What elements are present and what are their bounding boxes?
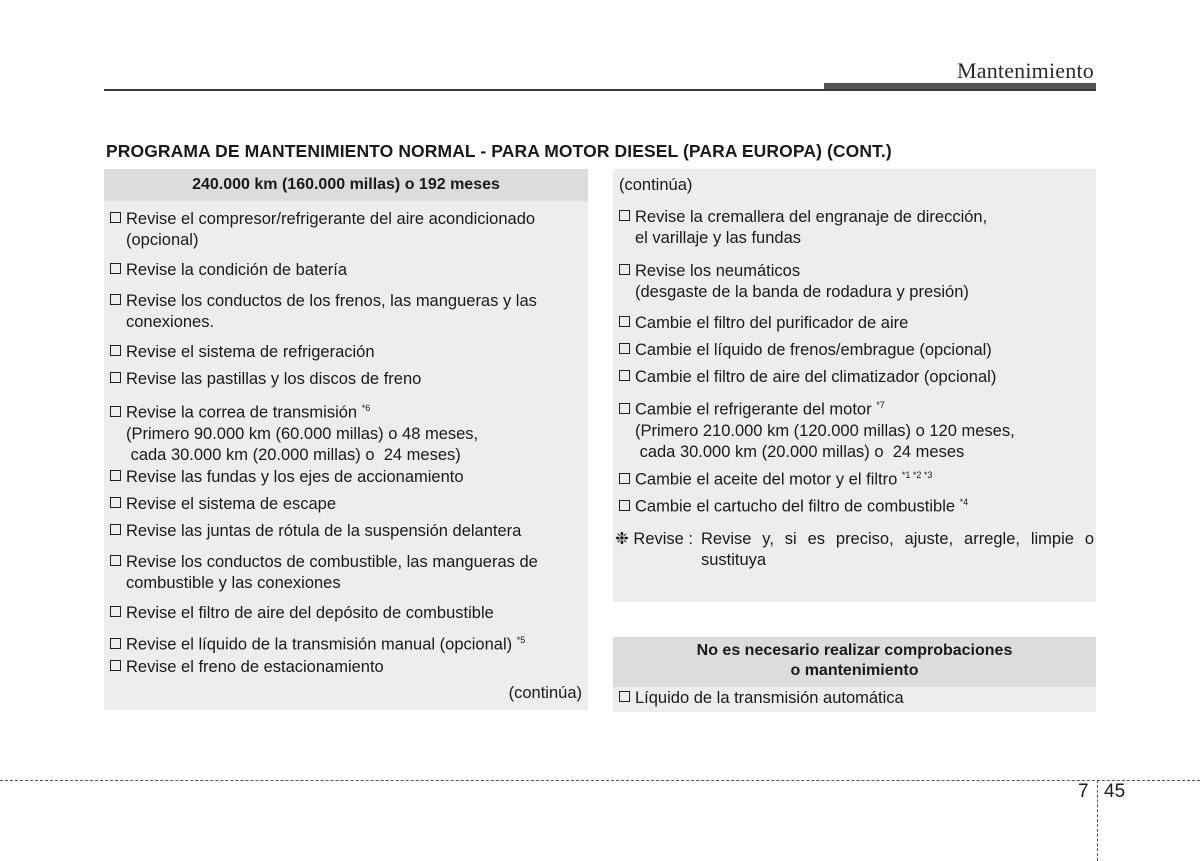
item-text: Revise el filtro de aire del depósito de combustible xyxy=(126,604,494,622)
item-text: Revise la cremallera del engranaje de dirección, xyxy=(635,208,988,226)
no-check-table xyxy=(613,637,1096,712)
note-label: ❉ Revise : xyxy=(615,530,694,548)
item-text: Cambie el aceite del motor y el filtro xyxy=(635,470,898,489)
list-item xyxy=(110,398,478,466)
list-item xyxy=(619,465,932,491)
checkbox-icon xyxy=(619,473,630,484)
footnote-ref: *5 xyxy=(516,635,526,645)
checkbox-icon xyxy=(110,263,121,274)
item-text: Revise la correa de transmisión xyxy=(126,403,358,422)
page-title: PROGRAMA DE MANTENIMIENTO NORMAL - PARA MOTOR DIESEL (PARA EUROPA) (CONT.) xyxy=(106,141,892,161)
list-item xyxy=(110,630,525,656)
left-maintenance-table xyxy=(104,169,588,710)
list-item xyxy=(110,552,538,594)
checkbox-icon xyxy=(110,294,121,305)
list-item xyxy=(110,260,347,281)
item-text: Revise la condición de batería xyxy=(126,261,348,279)
checkbox-icon xyxy=(619,343,630,354)
list-item xyxy=(110,521,521,542)
item-text: Cambie el filtro de aire del climatizador (opcional) xyxy=(635,368,997,386)
list-item xyxy=(619,313,908,334)
right-maintenance-table xyxy=(613,169,1096,602)
item-text: Revise el freno de estacionamiento xyxy=(126,658,384,676)
section-title: Mantenimiento xyxy=(956,58,1094,83)
checkbox-icon xyxy=(619,370,630,381)
item-text-cont: el varillaje y las fundas xyxy=(635,229,801,247)
footnote-ref: *4 xyxy=(959,497,969,507)
list-item xyxy=(110,603,494,624)
item-text: Revise el líquido de la transmisión manual (opcional) xyxy=(126,635,513,654)
list-item xyxy=(619,340,992,361)
checkbox-icon xyxy=(110,497,121,508)
list-item xyxy=(619,367,996,388)
item-text-cont: conexiones. xyxy=(126,313,215,331)
left-table-header: 240.000 km (160.000 millas) o 192 meses xyxy=(104,169,588,201)
checkbox-icon xyxy=(619,264,630,275)
item-text: Revise los conductos de los frenos, las mangueras y las xyxy=(126,292,537,310)
item-text-cont: (Primero 210.000 km (120.000 millas) o 120 meses, xyxy=(635,421,1015,440)
item-text: Revise el sistema de refrigeración xyxy=(126,343,375,361)
no-check-header-line1: No es necesario realizar comprobaciones xyxy=(696,642,1013,659)
list-item xyxy=(110,467,464,488)
footnote-ref: *7 xyxy=(876,400,885,410)
list-item xyxy=(110,209,535,251)
list-item xyxy=(110,494,336,515)
list-item xyxy=(619,395,1015,463)
item-text-cont: combustible y las conexiones xyxy=(126,574,341,592)
list-item xyxy=(619,688,904,709)
checkbox-icon xyxy=(110,638,121,649)
chapter-number: 7 xyxy=(1078,781,1089,802)
item-text-cont: cada 30.000 km (20.000 millas) o 24 meses xyxy=(635,442,965,461)
list-item xyxy=(619,207,987,249)
checkbox-icon xyxy=(110,660,121,671)
checkbox-icon xyxy=(110,524,121,535)
checkbox-icon xyxy=(619,316,630,327)
continued-label: (continúa) xyxy=(619,176,693,194)
page-number: 45 xyxy=(1104,781,1126,802)
item-text: Revise el compresor/refrigerante del aire acondicionado xyxy=(126,210,536,228)
checkbox-icon xyxy=(619,210,630,221)
list-item xyxy=(110,342,375,363)
no-check-header-line2: o mantenimiento xyxy=(790,662,919,679)
checkbox-icon xyxy=(110,406,121,417)
list-item xyxy=(619,261,969,303)
list-item xyxy=(619,492,968,518)
no-check-header xyxy=(613,637,1096,687)
item-text: Revise el sistema de escape xyxy=(126,495,337,513)
note-text: Revise y, si es preciso, ajuste, arregle, limpie o sustituya xyxy=(701,530,1094,569)
checkbox-icon xyxy=(110,606,121,617)
footnote-ref: *1 *2 *3 xyxy=(901,470,933,480)
item-text: Líquido de la transmisión automática xyxy=(635,689,904,707)
item-text: Cambie el refrigerante del motor xyxy=(635,400,872,419)
continued-label: (continúa) xyxy=(508,684,582,702)
checkbox-icon xyxy=(619,691,630,702)
checkbox-icon xyxy=(110,212,121,223)
item-text: Revise los conductos de combustible, las mangueras de xyxy=(126,553,538,571)
list-item xyxy=(110,369,421,390)
footer-divider-vertical xyxy=(1097,780,1098,861)
header-rule xyxy=(104,89,1096,91)
item-text-cont: cada 30.000 km (20.000 millas) o 24 meses) xyxy=(126,445,461,464)
item-text: Cambie el líquido de frenos/embrague (opcional) xyxy=(635,341,992,359)
checkbox-icon xyxy=(110,555,121,566)
item-text: Cambie el filtro del purificador de aire xyxy=(635,314,909,332)
item-text: Revise las fundas y los ejes de accionamiento xyxy=(126,468,464,486)
checkbox-icon xyxy=(110,345,121,356)
item-text-cont: (desgaste de la banda de rodadura y presión) xyxy=(635,283,969,301)
item-text: Revise las juntas de rótula de la suspensión delantera xyxy=(126,522,522,540)
checkbox-icon xyxy=(619,403,630,414)
list-item xyxy=(110,291,537,333)
list-item xyxy=(110,657,384,678)
checkbox-icon xyxy=(619,500,630,511)
checkbox-icon xyxy=(110,372,121,383)
item-text: Revise los neumáticos xyxy=(635,262,801,280)
item-text-cont: (opcional) xyxy=(126,231,199,249)
item-text: Revise las pastillas y los discos de freno xyxy=(126,370,422,388)
checkbox-icon xyxy=(110,470,121,481)
footer-divider xyxy=(0,780,1200,781)
item-text: Cambie el cartucho del filtro de combustible xyxy=(635,497,956,516)
item-text-cont: (Primero 90.000 km (60.000 millas) o 48 meses, xyxy=(126,424,479,443)
footnote-ref: *6 xyxy=(361,403,371,413)
